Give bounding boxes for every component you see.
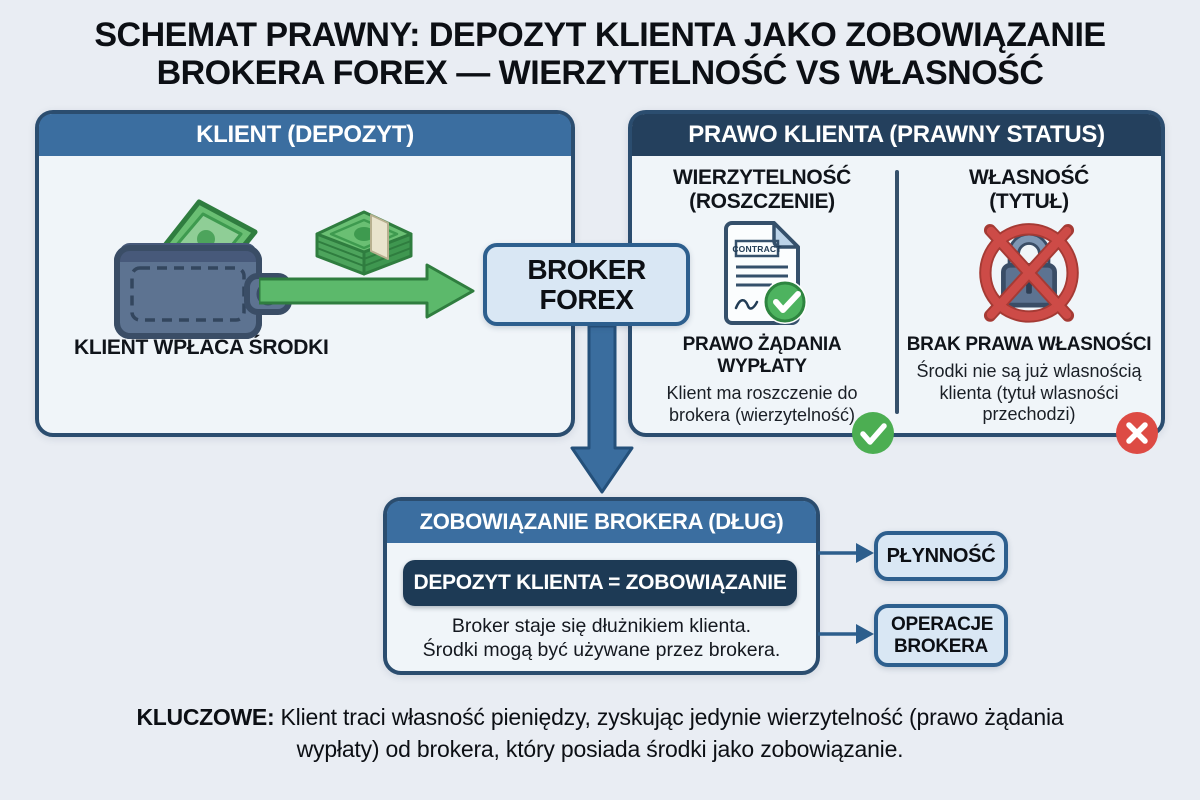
page-title-line1: SCHEMAT PRAWNY: DEPOZYT KLIENTA JAKO ZOBOWIĄZANIE	[94, 16, 1106, 54]
claim-body: Klient ma roszczenie do brokera (wierzytelność)	[666, 383, 858, 425]
liability-body	[387, 615, 816, 663]
contract-icon	[712, 220, 812, 326]
ownership-subtitle: BRAK PRAWA WŁASNOŚCI	[906, 334, 1152, 356]
ownership-title	[969, 166, 1089, 214]
rights-panel-header: PRAWO KLIENTA (PRAWNY STATUS)	[632, 114, 1161, 156]
broker-node-line2: FOREX	[539, 283, 634, 315]
claim-title-line1: WIERZYTELNOŚĆ	[672, 166, 852, 189]
claim-title-line2: (ROSZCZENIE)	[689, 190, 835, 214]
key-note	[100, 702, 1100, 765]
client-panel-header: KLIENT (DEPOZYT)	[39, 114, 571, 156]
key-note-line1	[100, 702, 1100, 734]
page-title-line2: BROKERA FOREX — WIERZYTELNOŚĆ VS WŁASNOŚĆ	[156, 54, 1044, 93]
liability-body-line1: Broker staje się dłużnikiem klienta.	[451, 615, 752, 637]
broker-operations-label: OPERACJE BROKERA	[891, 613, 994, 657]
down-arrow-icon	[569, 326, 635, 496]
claim-subtitle: PRAWO ŻĄDANIA WYPŁATY	[682, 334, 842, 378]
cross-badge-icon	[1115, 411, 1159, 455]
liquidity-node: PŁYNNOŚĆ	[874, 531, 1008, 581]
check-badge-icon	[851, 411, 895, 455]
contract-label: CONTRACT	[732, 244, 782, 255]
transfer-arrow-icon	[259, 262, 477, 320]
column-divider	[895, 170, 899, 414]
deposit-equation-pill: DEPOZYT KLIENTA = ZOBOWIĄZANIE	[403, 560, 797, 606]
connector-arrow-liquidity	[818, 540, 876, 566]
connector-arrow-operations	[818, 621, 876, 647]
client-caption: KLIENT WPŁACA ŚRODKI	[74, 336, 329, 359]
liability-panel-header: ZOBOWIĄZANIE BROKERA (DŁUG)	[387, 501, 816, 543]
client-rights-panel	[628, 110, 1165, 437]
broker-liability-panel	[383, 497, 820, 675]
claim-title	[673, 166, 851, 214]
no-ownership-lock-icon	[972, 216, 1086, 326]
key-note-line2: wypłaty) od brokera, który posiada środki jako zobowiązanie.	[296, 735, 904, 762]
broker-operations-node	[874, 604, 1008, 667]
ownership-title-line1: WŁASNOŚĆ	[968, 166, 1090, 189]
ownership-column	[904, 166, 1154, 426]
page-title	[0, 16, 1200, 92]
ownership-title-line2: (TYTUŁ)	[989, 190, 1069, 214]
broker-node-line1: BROKER	[527, 253, 646, 285]
key-note-text1: Klient traci własność pieniędzy, zyskując jedynie wierzytelność (prawo żądania	[280, 704, 1064, 730]
key-note-lead: KLUCZOWE:	[136, 704, 275, 730]
liability-body-line2: Środki mogą być używane przez brokera.	[422, 638, 781, 661]
broker-forex-node	[483, 243, 690, 326]
ownership-body: Środki nie są już wlasnością klienta (tytuł wlasności przechodzi)	[916, 361, 1142, 425]
